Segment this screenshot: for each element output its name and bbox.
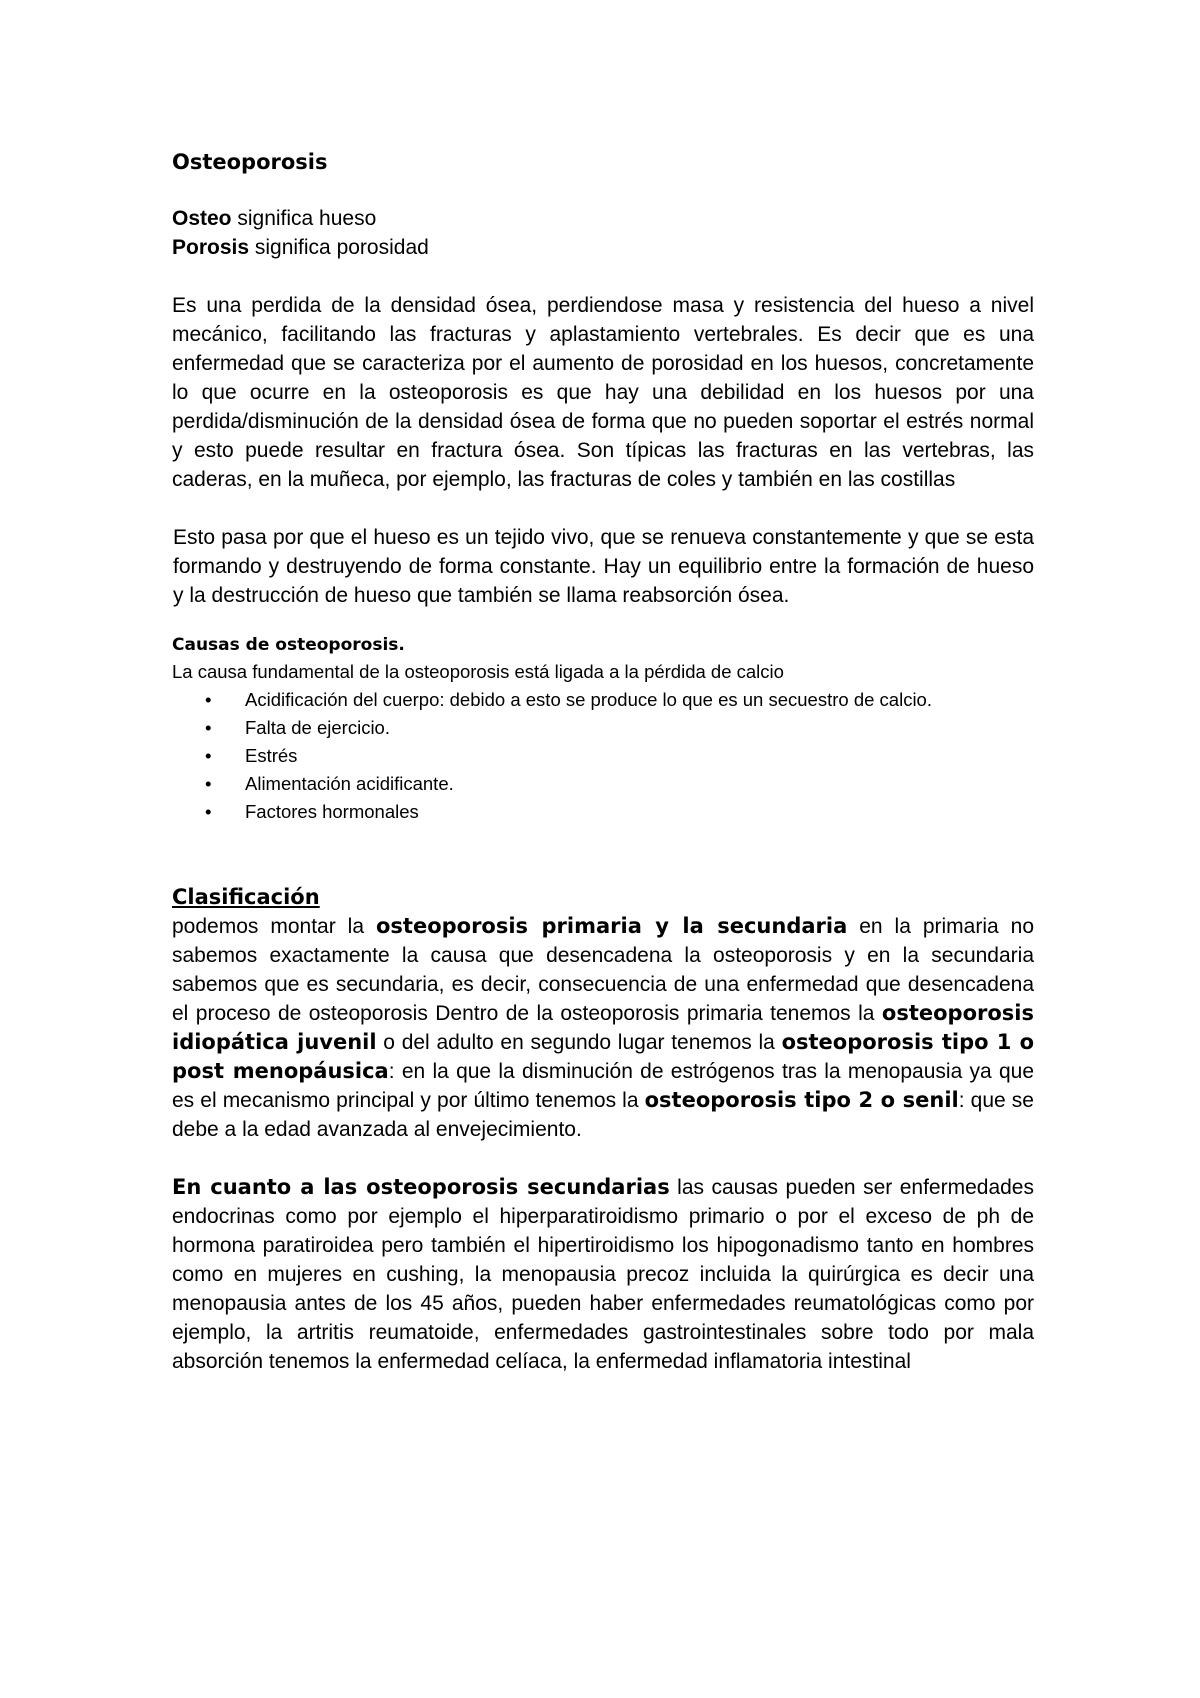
secondary-lead: En cuanto a las osteoporosis secundarias	[172, 1175, 670, 1199]
bullet-icon: •	[205, 801, 212, 822]
definition-osteo	[172, 204, 1034, 233]
definition-porosis	[172, 233, 1034, 262]
causes-heading: Causas de osteoporosis.	[172, 635, 405, 655]
list-item	[172, 742, 1034, 770]
classification-emphasis: osteoporosis tipo 2 o senil	[644, 1088, 959, 1112]
list-item	[172, 798, 1034, 826]
paragraph-definition: Es una perdida de la densidad ósea, perdiendose masa y resistencia del hueso a nivel mecánico, facilitando las fracturas y aplastamiento vertebrales. Es decir que es una enfermedad que se caracteriza por el aumento de porosidad en los huesos, concretamente lo que ocurre en la osteoporosis es que hay una debilidad en los huesos por una perdida/disminución de la densidad ósea de forma que no pueden soportar el estrés normal y esto puede resultar en fractura ósea. Son típicas las fracturas en las vertebras, las caderas, en la muñeca, por ejemplo, las fracturas de coles y también en las costillas	[172, 294, 1034, 491]
classification-text: : que se debe a la edad avanzada al envejecimiento.	[172, 1089, 1034, 1141]
secondary-text: las causas pueden ser enfermedades endocrinas como por ejemplo el hiperparatiroidismo primario o por el exceso de ph de hormona paratiroidea pero también el hipertiroidismo los hipogonadismo tanto en hombres como en mujeres en cushing, la menopausia precoz incluida la quirúrgica es decir una menopausia antes de los 45 años, pueden haber enfermedades reumatológicas como por ejemplo, la artritis reumatoide, enfermedades gastrointestinales sobre todo por mala absorción tenemos la enfermedad celíaca, la enfermedad inflamatoria intestinal	[172, 1176, 1034, 1373]
classification-heading: Clasificación	[172, 885, 320, 909]
document-body	[172, 148, 1034, 1376]
classification-emphasis: osteoporosis tipo 1 o post menopáusica	[172, 1030, 1035, 1083]
definition-term: Porosis	[172, 236, 250, 259]
list-item-text: Alimentación acidificante.	[245, 773, 454, 794]
secondary-paragraph	[172, 1173, 1034, 1376]
classification-text: o del adulto en segundo lugar tenemos la	[376, 1031, 782, 1054]
paragraph-bone-renewal: Esto pasa por que el hueso es un tejido vivo, que se renueva constantemente y que se esta formando y destruyendo de forma constante. Hay un equilibrio entre la formación de hueso y la destrucción de hueso que también se llama reabsorción ósea.	[173, 526, 1034, 607]
classification-text: en la primaria no sabemos exactamente la causa que desencadena la osteoporosis y en la secundaria sabemos que es secundaria, es decir, consecuencia de una enfermedad que desencadena el proceso de osteoporosis Dentro de la osteoporosis primaria tenemos la	[172, 915, 1034, 1025]
bullet-icon: •	[205, 745, 212, 766]
causes-intro: La causa fundamental de la osteoporosis está ligada a la pérdida de calcio	[172, 661, 784, 682]
bullet-icon: •	[205, 773, 212, 794]
classification-text: podemos montar la	[172, 915, 376, 938]
classification-emphasis: osteoporosis idiopática juvenil	[172, 1001, 1034, 1054]
bullet-icon: •	[205, 717, 212, 738]
list-item-text: Estrés	[245, 745, 298, 766]
list-item	[172, 714, 1034, 742]
list-item-text: Acidificación del cuerpo: debido a esto se produce lo que es un secuestro de calcio.	[245, 689, 932, 710]
list-item	[172, 686, 1034, 714]
document-title: Osteoporosis	[172, 150, 328, 174]
definition-term: Osteo	[172, 207, 232, 230]
classification-emphasis: osteoporosis primaria y la secundaria	[375, 914, 848, 938]
list-item	[172, 770, 1034, 798]
bullet-icon: •	[205, 689, 212, 710]
causes-list	[172, 686, 1034, 826]
classification-paragraph	[172, 912, 1034, 1144]
classification-text: : en la que la disminución de estrógenos tras la menopausia ya que es el mecanismo principal y por último tenemos la	[172, 1060, 1035, 1112]
list-item-text: Factores hormonales	[245, 801, 419, 822]
list-item-text: Falta de ejercicio.	[245, 717, 390, 738]
definition-text: significa hueso	[231, 207, 377, 230]
definition-text: significa porosidad	[249, 236, 429, 259]
